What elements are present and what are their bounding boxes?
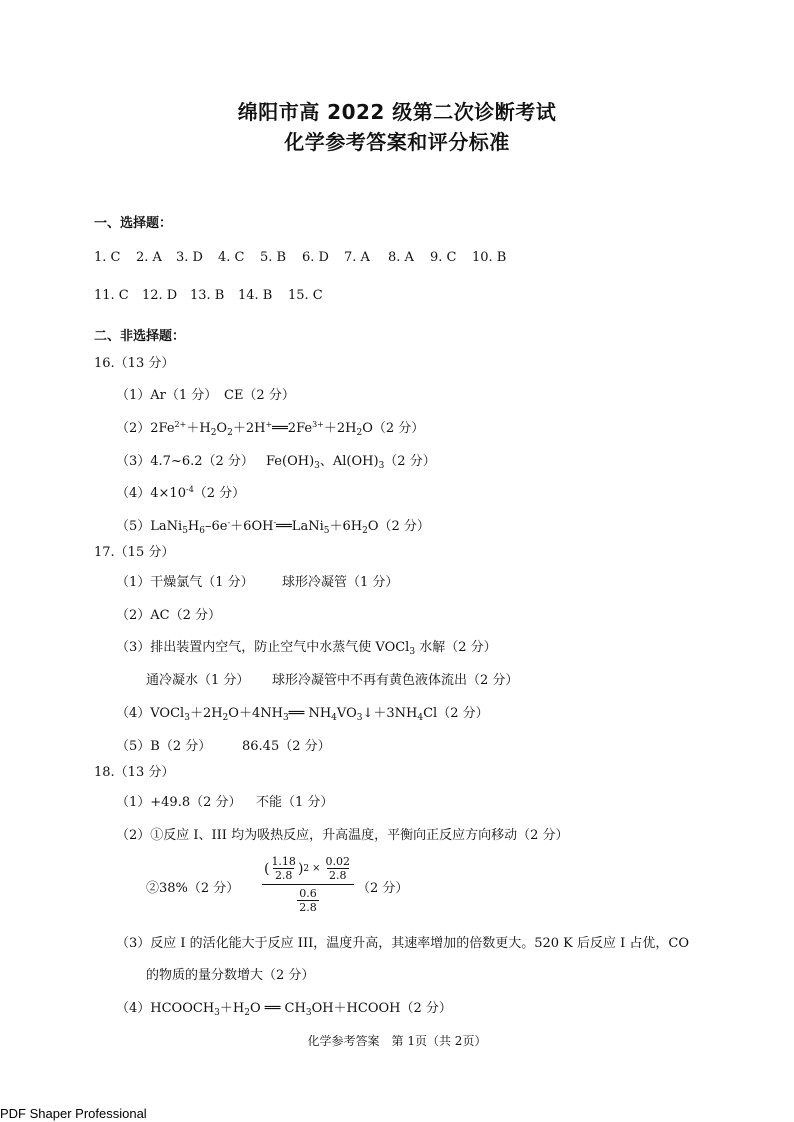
times-sign: ×: [312, 863, 321, 874]
choice-answer: 10. B: [472, 250, 507, 265]
q18-answer-3b: 的物质的量分数增大（2 分）: [146, 968, 315, 983]
section-nonchoice-heading: 二、非选择题：: [94, 329, 186, 344]
q17-answer-3b-1: 通冷凝水（1 分）: [146, 673, 250, 688]
q18-answer-1b: 不能（1 分）: [256, 795, 334, 810]
left-paren: (: [263, 860, 270, 877]
choice-answer: 1. C: [94, 250, 121, 265]
q16-answer-1a: （1）Ar（1 分）: [116, 388, 218, 403]
q16-answer-5: $(5)LaNi_5H_6-6e^-+6OH^-══LaNi_5+6H_2O(2$ 分）: [116, 518, 430, 536]
q16-answer-2: $(2)2Fe^{2+}+H_2O_2+2H^+══2Fe^{3+}+2H_2O(2$ 分）: [116, 420, 425, 438]
main-fraction-bar: [262, 884, 354, 885]
fraction-2: $\frac{0.02}{2.8}$: [325, 855, 351, 882]
q17-answer-5a: （5）B（2 分）: [116, 739, 212, 754]
q16-answer-4: $(4)4\times 10^{-4}(2$ 分）: [116, 485, 246, 501]
equilibrium-constant-expression: [262, 855, 354, 914]
fraction-3: $\frac{0.6}{2.8}$: [299, 887, 317, 914]
q16-answer-3b: $Fe(OH)_3$、$Al(OH)_3(2$ 分）: [266, 454, 436, 471]
title-line-1: 绵阳市高 2022 级第二次诊断考试: [237, 100, 557, 124]
q18-answer-2: （2）①反应 I、III 均为吸热反应，升高温度，平衡向正反应方向移动（2 分）: [116, 828, 569, 843]
q18-answer-4: $(4)HCOOCH_3+H_2O$ ══ $CH_3OH+HCOOH(2$ 分）: [116, 1001, 452, 1018]
q17-answer-2: （2）AC（2 分）: [116, 608, 222, 623]
q17-header: 17.（15 分）: [94, 545, 175, 560]
choice-answer: 13. B: [190, 288, 225, 303]
q17-answer-1a: （1）干燥氯气（1 分）: [116, 575, 254, 590]
q18-answer-3: （3）反应 I 的活化能大于反应 III，温度升高，其速率增加的倍数更大。520 K 后反应 I 占优，CO: [116, 936, 690, 951]
choice-answer: 12. D: [142, 288, 178, 303]
choice-answer: 15. C: [288, 288, 323, 303]
watermark: PDF Shaper Professional: [0, 1106, 147, 1121]
q17-answer-1b: 球形冷凝管（1 分）: [282, 575, 399, 590]
right-paren: ): [297, 860, 304, 877]
choice-answer: 9. C: [430, 250, 457, 265]
choice-answer: 3. D: [176, 250, 203, 265]
title-line-2: 化学参考答案和评分标准: [284, 130, 510, 154]
section-choice-heading: 一、选择题：: [94, 216, 173, 231]
page-footer: 化学参考答案 第 1页（共 2页）: [307, 1034, 487, 1048]
q17-answer-4: $(4)VOCl_3+2H_2O+4NH_3══$ $NH_4VO_3↓+3NH_4Cl(2$ 分）: [116, 706, 489, 723]
choice-answer: 5. B: [260, 250, 287, 265]
choice-answer: 4. C: [218, 250, 245, 265]
q18-answer-2c: （2 分）: [357, 881, 409, 896]
q18-answer-2b: ②38%（2 分）: [146, 881, 240, 896]
choice-answer: 6. D: [302, 250, 329, 265]
fraction-1: $\frac{1.18}{2.8}$: [271, 855, 296, 882]
choice-answer: 2. A: [136, 250, 162, 265]
q17-answer-3b-2: 球形冷凝管中不再有黄色液体流出（2 分）: [272, 673, 519, 688]
choice-answer: 11. C: [94, 288, 129, 303]
choice-answer: 14. B: [238, 288, 273, 303]
choice-answer: 7. A: [344, 250, 370, 265]
q17-answer-3: （3）排出装置内空气，防止空气中水蒸气使 VOCl$_3$ 水解（2 分）: [116, 640, 497, 657]
q16-answer-1b: CE（2 分）: [224, 388, 295, 403]
q18-answer-1a: （1）+49.8（2 分）: [116, 795, 242, 810]
q18-header: 18.（13 分）: [94, 765, 175, 780]
q16-header: 16.（13 分）: [94, 356, 175, 371]
q17-answer-5b: 86.45（2 分）: [242, 739, 331, 754]
q16-answer-3a: （3）4.7~6.2（2 分）: [116, 454, 254, 469]
expression-numerator: ( $\frac{1.18}{2.8}$ ) 2 × $\frac{0.02}{2.8}$: [263, 855, 351, 882]
choice-answer: 8. A: [388, 250, 414, 265]
